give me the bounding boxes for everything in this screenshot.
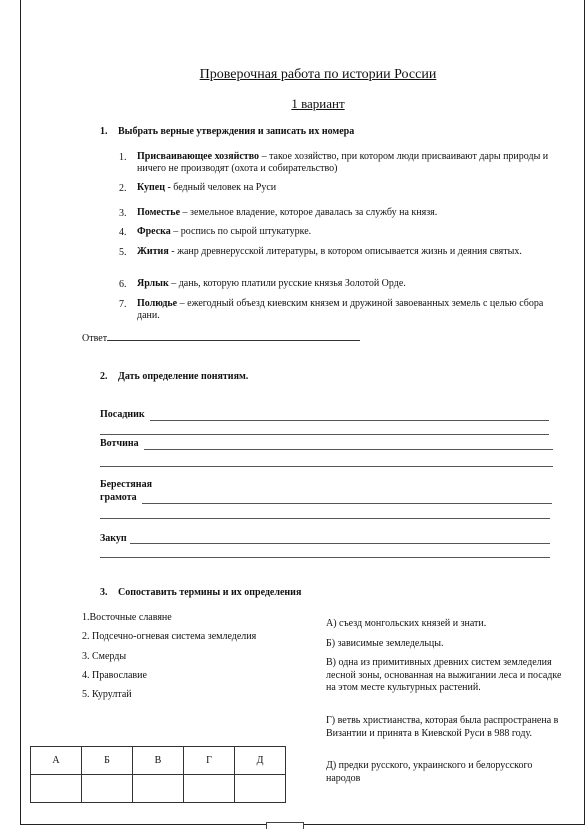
term-item: 2. Подсечно-огневая система земледелия	[82, 631, 257, 642]
task2-number: 2.	[100, 371, 108, 382]
definition-item: Б) зависимые земледельцы.	[326, 638, 444, 649]
item-definition: земельное владение, которое давалась за службу на князя.	[190, 207, 438, 218]
answer-cell[interactable]	[184, 775, 235, 803]
task3-heading: Сопоставить термины и их определения	[118, 587, 302, 598]
task1-item-number: 2.	[119, 183, 127, 194]
item-sep: -	[168, 246, 178, 257]
item-term: Фреска	[137, 226, 171, 237]
definition-item: А) съезд монгольских князей и знати.	[326, 618, 487, 629]
item-definition: бедный человек на Руси	[173, 182, 277, 193]
task2-heading: Дать определение понятиям.	[118, 371, 249, 382]
item-definition: ежегодный объезд киевским князем и дружиной завоеванных земель с целью сбора дани.	[137, 298, 544, 321]
term-posadnik: Посадник	[100, 409, 145, 420]
item-sep: –	[168, 278, 179, 289]
term-item: 3. Смерды	[82, 651, 127, 662]
task1-item	[137, 226, 557, 238]
item-term: Купец -	[137, 182, 171, 193]
item-definition: жанр древнерусской литературы, в котором описывается жизнь и деяния святых.	[177, 246, 522, 257]
answer-table-row	[31, 775, 286, 803]
definition-item: Г) ветвь христианства, которая была распространена в Византии и принята в Киевской Руси в 988 году.	[326, 715, 559, 739]
page-tab	[266, 822, 304, 829]
task1-item-number: 1.	[119, 152, 127, 163]
item-sep: –	[180, 207, 191, 218]
header-cell: В	[133, 747, 184, 775]
item-term: Присваивающее хозяйство	[137, 151, 260, 162]
answer-cell[interactable]	[133, 775, 184, 803]
task1-item	[137, 278, 557, 290]
definition-line[interactable]	[142, 503, 552, 504]
task1-item-number: 5.	[119, 247, 127, 258]
item-definition: дань, которую платили русские князья Золотой Орде.	[178, 278, 406, 289]
header-cell: Д	[235, 747, 286, 775]
definition-line[interactable]	[150, 420, 549, 421]
item-term: Полюдье	[137, 298, 178, 309]
answer-cell[interactable]	[235, 775, 286, 803]
document-title: Проверочная работа по истории России	[199, 67, 437, 82]
task1-item-number: 7.	[119, 299, 127, 310]
definition-line[interactable]	[100, 466, 553, 467]
variant-label: 1 вариант	[291, 96, 345, 111]
answer-label: Ответ	[82, 333, 108, 344]
task1-item	[137, 151, 557, 175]
item-term: Ярлык	[137, 278, 169, 289]
answer-field[interactable]	[107, 331, 360, 341]
item-definition: роспись по сырой штукатурке.	[180, 226, 312, 237]
answer-table-header	[31, 747, 286, 775]
task1-heading: Выбрать верные утверждения и записать их номера	[118, 126, 355, 137]
item-sep: –	[170, 226, 181, 237]
task1-number: 1.	[100, 126, 108, 137]
answer-cell[interactable]	[31, 775, 82, 803]
definition-line[interactable]	[100, 518, 550, 519]
definition-item: В) одна из примитивных древних систем земледелия лесной зоны, основанная на выжигании леса и посадке на этом месте культурных растений.	[326, 657, 562, 693]
definition-line[interactable]	[100, 434, 549, 435]
header-cell: Г	[184, 747, 235, 775]
task1-item	[137, 246, 557, 258]
definition-line[interactable]	[144, 449, 553, 450]
definition-line[interactable]	[130, 543, 550, 544]
item-term: Поместье	[137, 207, 181, 218]
term-votchina: Вотчина	[100, 438, 139, 449]
task1-item	[137, 207, 557, 219]
definition-line[interactable]	[100, 557, 550, 558]
term-item: 5. Курултай	[82, 689, 132, 700]
task3-number: 3.	[100, 587, 108, 598]
task1-item	[137, 298, 557, 322]
task1-item	[137, 182, 557, 194]
answer-cell[interactable]	[82, 775, 133, 803]
task1-item-number: 3.	[119, 208, 127, 219]
item-sep: –	[259, 151, 270, 162]
term-gramota: грамота	[100, 492, 137, 503]
task1-item-number: 6.	[119, 279, 127, 290]
term-zakup: Закуп	[100, 533, 127, 544]
item-definition: такое хозяйство, при котором люди присваивают дары природы и ничего не производят (охота и собирательство)	[137, 151, 549, 174]
task1-item-number: 4.	[119, 227, 127, 238]
term-berestyanaya: Берестяная	[100, 479, 152, 490]
term-item: 1.Восточные славяне	[82, 612, 172, 623]
item-sep: –	[177, 298, 188, 309]
term-item: 4. Православие	[82, 670, 147, 681]
definition-item: Д) предки русского, украинского и белорусского народов	[326, 760, 533, 784]
header-cell: Б	[82, 747, 133, 775]
item-term: Жития	[137, 246, 169, 257]
answer-row	[82, 331, 360, 344]
answer-table	[30, 746, 286, 803]
header-cell: А	[31, 747, 82, 775]
